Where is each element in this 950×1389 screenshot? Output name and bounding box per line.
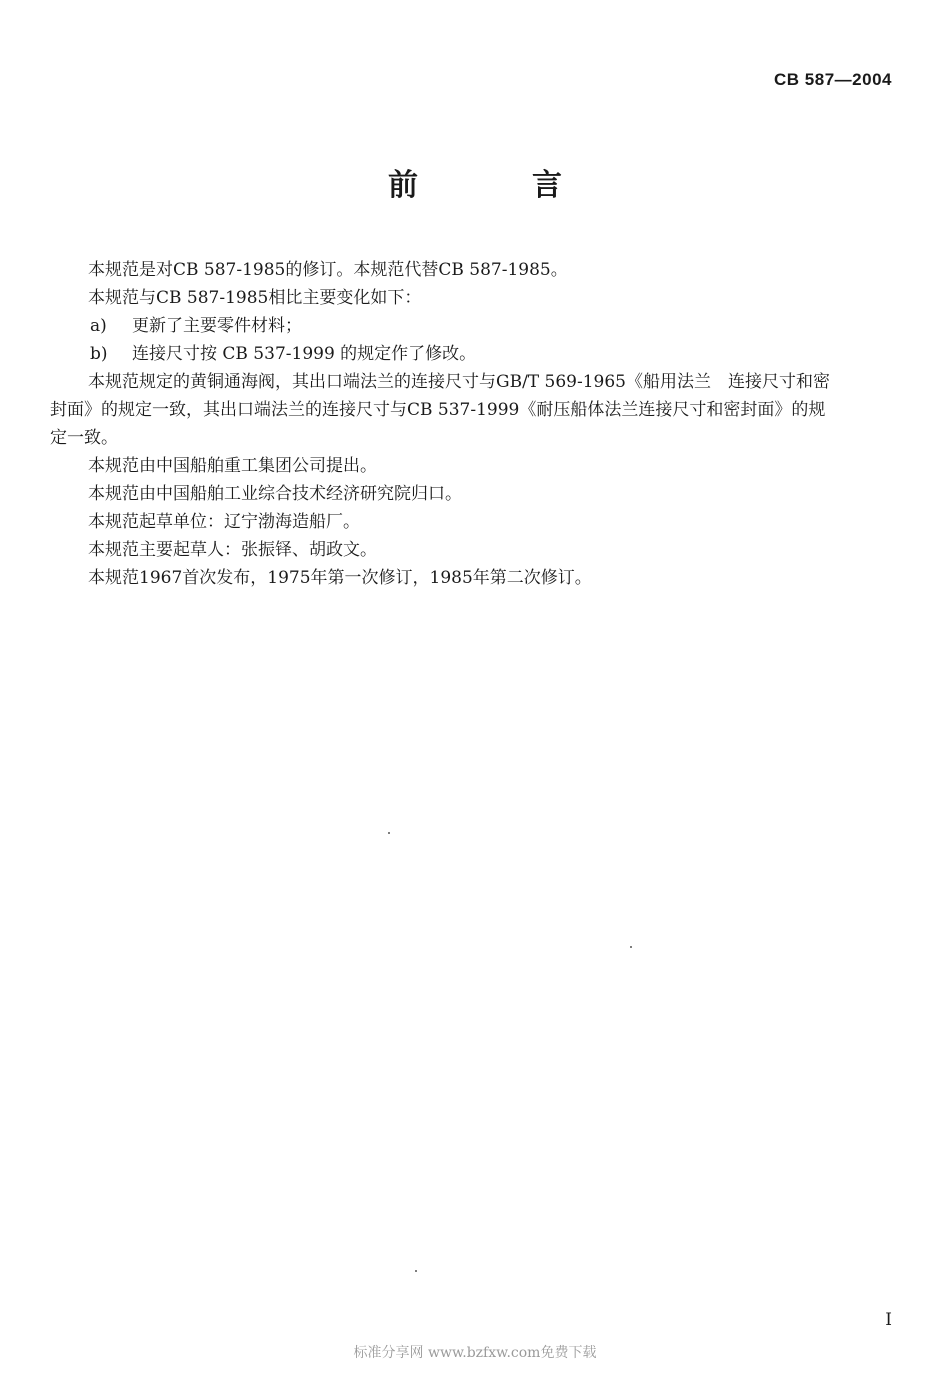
paragraph-text: 本规范由中国船舶工业综合技术经济研究院归口。: [88, 484, 462, 504]
watermark: 标准分享网 www.bzfxw.com免费下载: [353, 1345, 597, 1361]
paragraph-line: 定一致。: [50, 428, 118, 448]
paragraph-line: 封面》的规定一致，其出口端法兰的连接尺寸与CB 537-1999《耐压船体法兰连接尺寸和密封面》的规: [50, 400, 826, 420]
scan-speck: [630, 946, 632, 948]
list-item-text: 更新了主要零件材料；: [132, 316, 302, 336]
list-marker: a): [90, 316, 107, 336]
scan-speck: [415, 1270, 417, 1272]
paragraph-text: 本规范与CB 587-1985相比主要变化如下：: [88, 288, 422, 308]
paragraph-text: 本规范由中国船舶重工集团公司提出。: [88, 456, 377, 476]
list-item: [90, 340, 906, 368]
page-number: I: [885, 1310, 892, 1330]
paragraph-line: 本规范规定的黄铜通海阀，其出口端法兰的连接尺寸与GB/T 569-1965《船用法兰 连接尺寸和密: [88, 372, 830, 392]
document-code: CB 587—2004: [774, 70, 892, 89]
paragraph-text: 本规范起草单位：辽宁渤海造船厂。: [88, 512, 360, 532]
paragraph-text: 本规范1967首次发布，1975年第一次修订，1985年第二次修订。: [88, 568, 592, 588]
paragraph-history: [88, 564, 906, 592]
page-title: 前 言: [388, 168, 604, 203]
paragraph-drafting-unit: [88, 508, 906, 536]
foreword-body: [50, 256, 906, 592]
list-item-text: 连接尺寸按 CB 537-1999 的规定作了修改。: [132, 344, 477, 364]
list-item: [90, 312, 906, 340]
list-marker: b): [90, 344, 108, 364]
paragraph-administrator: [88, 480, 906, 508]
paragraph-proposer: [88, 452, 906, 480]
paragraph-changes-intro: [88, 284, 906, 312]
scan-speck: [388, 832, 390, 834]
paragraph-text: 本规范主要起草人：张振铎、胡政文。: [88, 540, 377, 560]
paragraph-revision: [88, 256, 906, 284]
paragraph-flange-connection: [50, 368, 906, 452]
paragraph-drafters: [88, 536, 906, 564]
paragraph-text: 本规范是对CB 587-1985的修订。本规范代替CB 587-1985。: [88, 260, 568, 280]
